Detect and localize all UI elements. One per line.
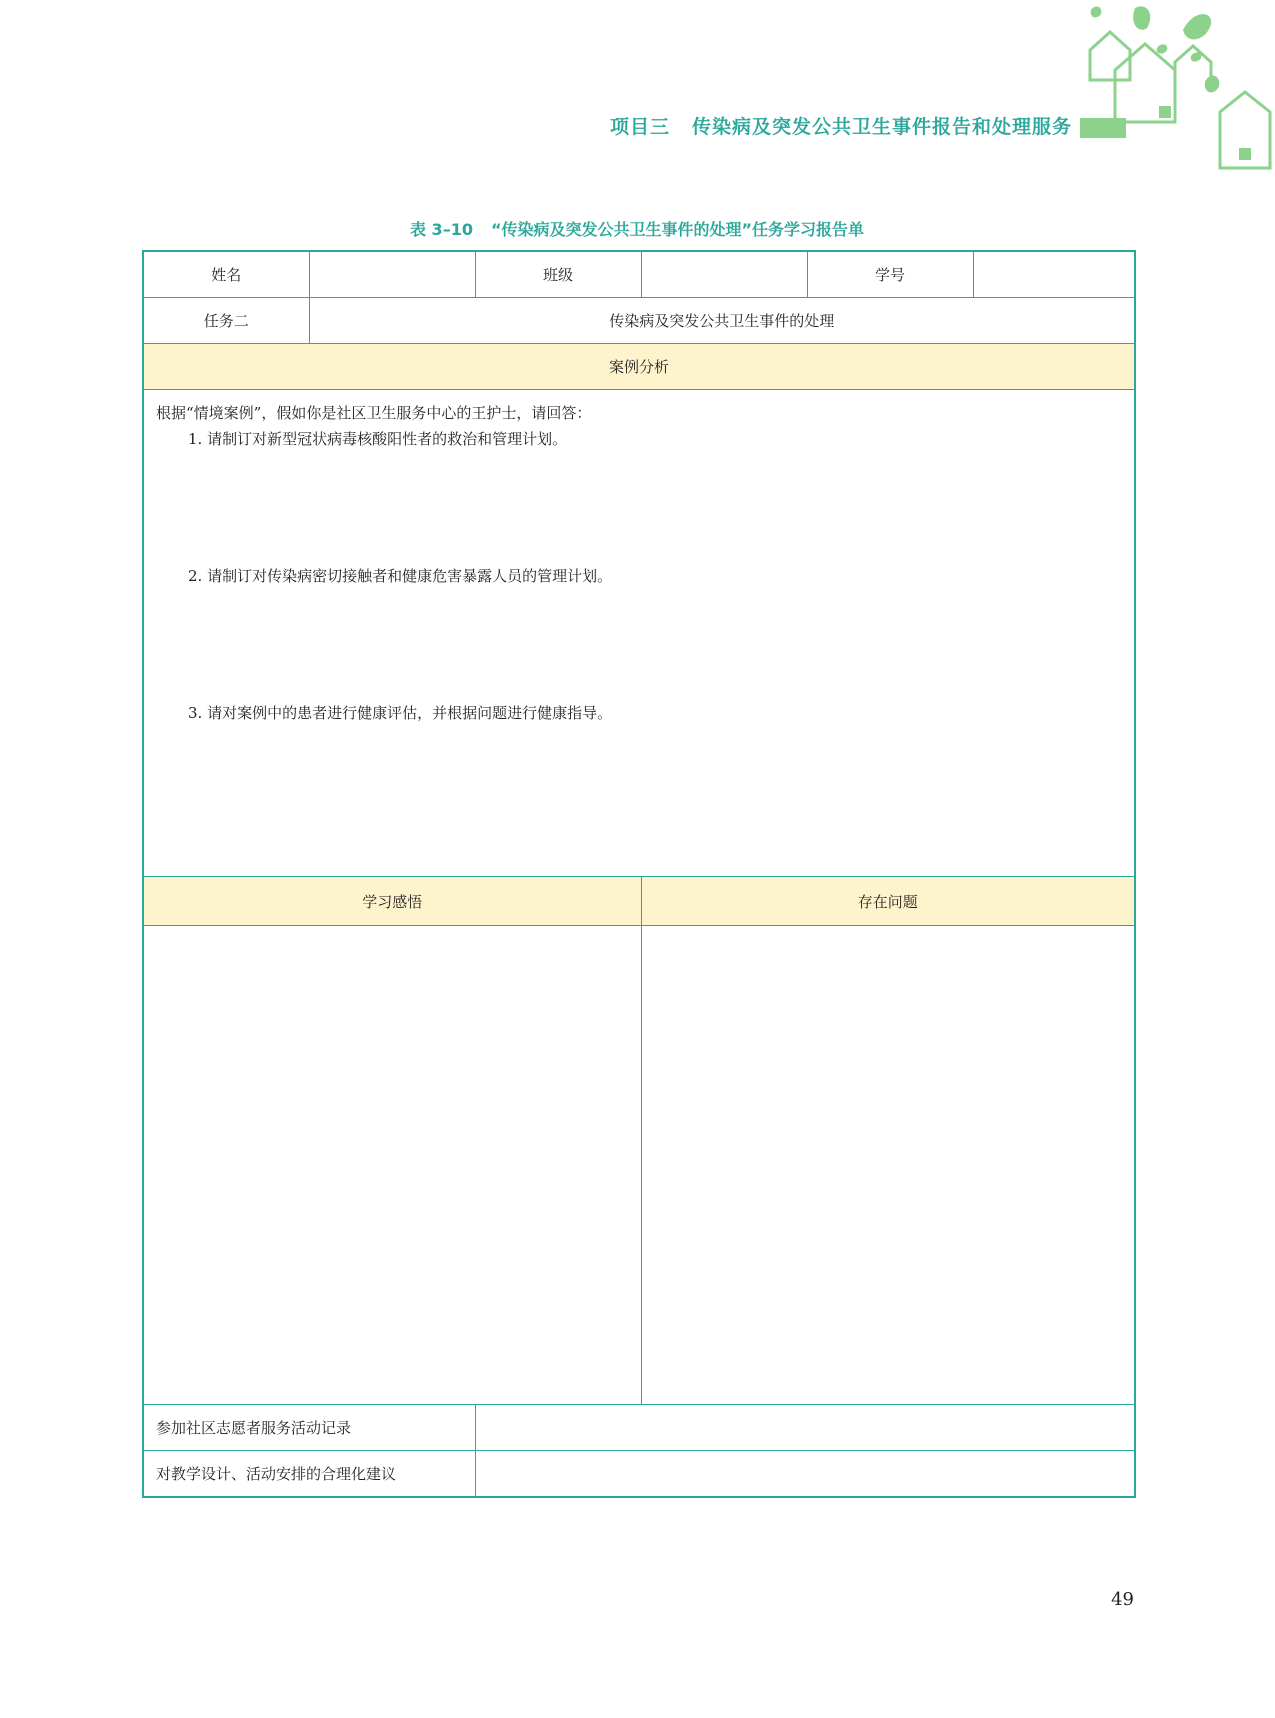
chapter-title: 传染病及突发公共卫生事件报告和处理服务 [691, 116, 1072, 138]
task-value: 传染病及突发公共卫生事件的处理 [309, 298, 1135, 344]
reflection-body-row [143, 926, 1135, 1405]
problems-heading: 存在问题 [641, 877, 1135, 926]
case-answer-area[interactable] [143, 390, 1135, 877]
report-form [142, 250, 1136, 1498]
header-accent-bar [1080, 118, 1126, 138]
table-title [142, 218, 1132, 242]
task-label: 任务二 [143, 298, 309, 344]
chapter-header [0, 113, 1072, 141]
student-info-row [143, 251, 1135, 298]
suggestion-row [143, 1451, 1135, 1498]
volunteer-row [143, 1405, 1135, 1451]
student-id-field[interactable] [973, 251, 1135, 298]
case-intro: 根据“情境案例”，假如你是社区卫生服务中心的王护士，请回答： [156, 404, 592, 422]
question-2: 2. 请制订对传染病密切接触者和健康危害暴露人员的管理计划。 [188, 567, 613, 585]
name-label: 姓名 [143, 251, 309, 298]
name-field[interactable] [309, 251, 475, 298]
reflection-header-row [143, 877, 1135, 926]
suggestion-label: 对教学设计、活动安排的合理化建议 [143, 1451, 475, 1498]
problems-answer-area[interactable] [641, 926, 1135, 1405]
reflection-answer-area[interactable] [143, 926, 641, 1405]
class-label: 班级 [475, 251, 641, 298]
student-id-label: 学号 [807, 251, 973, 298]
case-section-heading: 案例分析 [143, 344, 1135, 390]
class-field[interactable] [641, 251, 807, 298]
table-name: “传染病及突发公共卫生事件的处理”任务学习报告单 [490, 220, 865, 239]
task-row [143, 298, 1135, 344]
case-body-row [143, 390, 1135, 877]
volunteer-field[interactable] [475, 1405, 1135, 1451]
table-number: 表 3–10 [409, 220, 473, 239]
question-3: 3. 请对案例中的患者进行健康评估，并根据问题进行健康指导。 [188, 704, 613, 722]
project-label: 项目三 [609, 116, 670, 138]
question-1: 1. 请制订对新型冠状病毒核酸阳性者的救治和管理计划。 [188, 430, 568, 448]
reflection-heading: 学习感悟 [143, 877, 641, 926]
suggestion-field[interactable] [475, 1451, 1135, 1498]
volunteer-label: 参加社区志愿者服务活动记录 [143, 1405, 475, 1451]
houses-leaves-decoration [1055, 0, 1275, 180]
page-number: 49 [1111, 1589, 1134, 1610]
case-section-row [143, 344, 1135, 390]
